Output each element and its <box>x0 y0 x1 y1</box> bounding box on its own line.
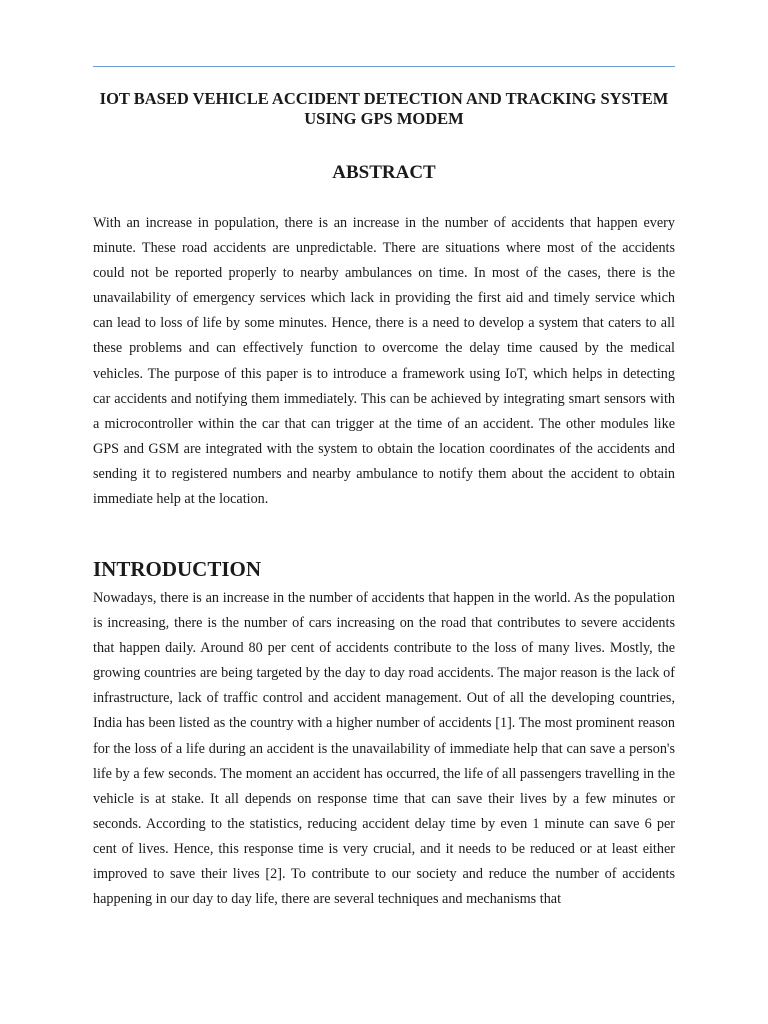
header-rule <box>93 66 675 67</box>
abstract-heading: ABSTRACT <box>332 162 436 183</box>
introduction-heading: INTRODUCTION <box>93 557 262 581</box>
abstract-paragraph: With an increase in population, there is an increase in the number of accidents that happen every minute. These road accidents are unpredictable. There are situations where most of the accidents could not be reported properly to nearby ambulances on time. In most of the cases, there is the unavailability of emergency services which lack in providing the first aid and timely service which can lead to loss of life by some minutes. Hence, there is a need to develop a system that caters to all these problems and can effectively function to overcome the delay time caused by the medical vehicles. The purpose of this paper is to introduce a framework using IoT, which helps in detecting car accidents and notifying them immediately. This can be achieved by integrating smart sensors with a microcontroller within the car that can trigger at the time of an accident. The other modules like GPS and GSM are integrated with the system to obtain the location coordinates of the accidents and sending it to registered numbers and nearby ambulance to notify them about the accident to obtain immediate help at the location. <box>93 215 675 508</box>
introduction-paragraph: Nowadays, there is an increase in the number of accidents that happen in the world. As the population is increasing, there is the number of cars increasing on the road that contributes to severe accidents that happen daily. Around 80 per cent of accidents contribute to the loss of many lives. Mostly, the growing countries are being targeted by the day to day road accidents. The major reason is the lack of infrastructure, lack of traffic control and accident management. Out of all the developing countries, India has been listed as the country with a higher number of accidents [1]. The most prominent reason for the loss of a life during an accident is the unavailability of immediate help that can save a person's life by a few seconds. The moment an accident has occurred, the life of all passengers travelling in the vehicle is at stake. It all depends on response time that can save their lives by a few minutes or seconds. According to the statistics, reducing accident delay time by even 1 minute can save 6 per cent of lives. Hence, this response time is very crucial, and it needs to be reduced or at least either improved to save their lives [2]. To contribute to our society and reduce the number of accidents happening in our day to day life, there are several techniques and mechanisms that <box>93 590 675 908</box>
paper-title: IOT BASED VEHICLE ACCIDENT DETECTION AND TRACKING SYSTEM USING GPS MODEM <box>99 89 669 128</box>
